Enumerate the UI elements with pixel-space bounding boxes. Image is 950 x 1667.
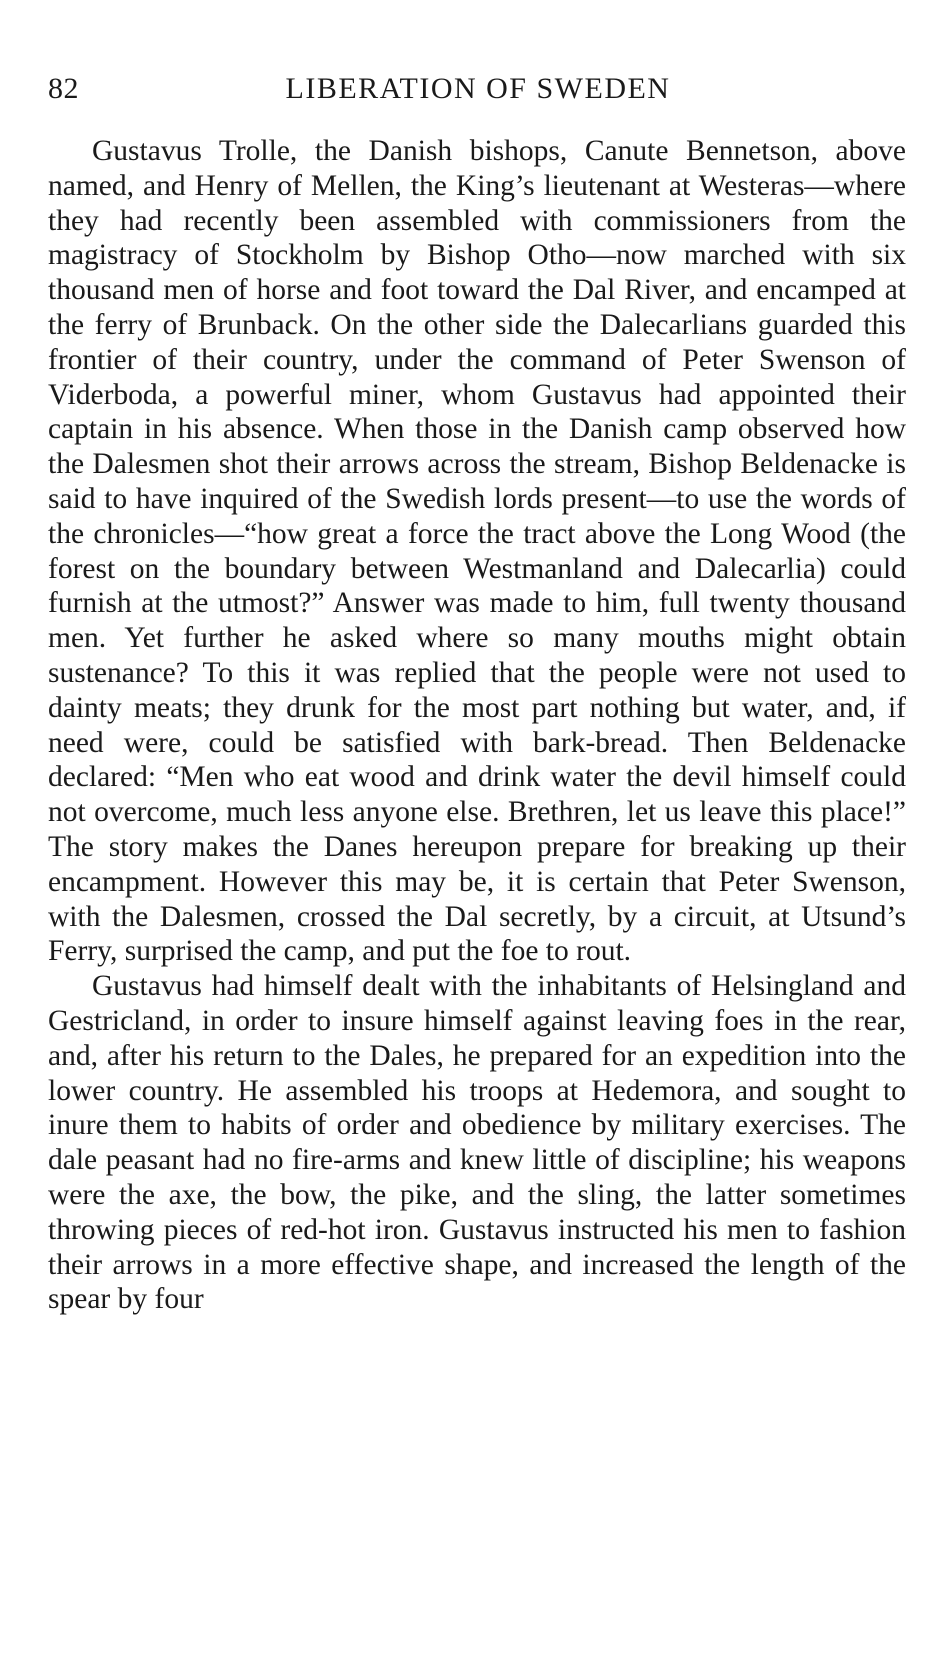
paragraph-1: Gustavus Trolle, the Danish bishops, Canute Bennetson, above named, and Henry of Mellen, the King’s lieutenant at Westeras—where they had recently been assembled with commissioners from the magistracy of Stockholm by Bishop Otho—now marched with six thousand men of horse and foot toward the Dal River, and encamped at the ferry of Brunback. On the other side the Dalecarlians guarded this frontier of their country, under the command of Peter Swenson of Viderboda, a powerful miner, whom Gustavus had appointed their captain in his absence. When those in the Danish camp observed how the Dalesmen shot their arrows across the stream, Bishop Beldenacke is said to have inquired of the Swedish lords present—to use the words of the chronicles—“how great a force the tract above the Long Wood (the forest on the boundary between Westmanland and Dalecarlia) could furnish at the utmost?” Answer was made to him, full twenty thousand men. Yet further he asked where so many mouths might obtain sustenance? To this it was replied that the people were not used to dainty meats; they drunk for the most part nothing but water, and, if need were, could be satisfied with bark-bread. Then Beldenacke declared: “Men who eat wood and drink water the devil himself could not overcome, much less anyone else. Brethren, let us leave this place!” The story makes the Danes hereupon prepare for breaking up their encampment. However this may be, it is certain that Peter Swenson, with the Dalesmen, crossed the Dal secretly, by a circuit, at Utsund’s Ferry, surprised the camp, and put the foe to rout.: [48, 135, 906, 968]
paragraph-2: Gustavus had himself dealt with the inhabitants of Helsingland and Gestricland, in order to insure himself against leaving foes in the rear, and, after his return to the Dales, he prepared for an expedition into the lower country. He assembled his troops at Hedemora, and sought to inure them to habits of order and obedience by military exercises. The dale peasant had no fire-arms and knew little of discipline; his weapons were the axe, the bow, the pike, and the sling, the latter sometimes throwing pieces of red-hot iron. Gustavus instructed his men to fashion their arrows in a more effective shape, and increased the length of the spear by four: [48, 970, 906, 1316]
running-title: LIBERATION OF SWEDEN: [285, 72, 671, 105]
page-number: 82: [48, 72, 79, 105]
page-header: [48, 72, 908, 116]
body-text: [48, 134, 906, 1317]
